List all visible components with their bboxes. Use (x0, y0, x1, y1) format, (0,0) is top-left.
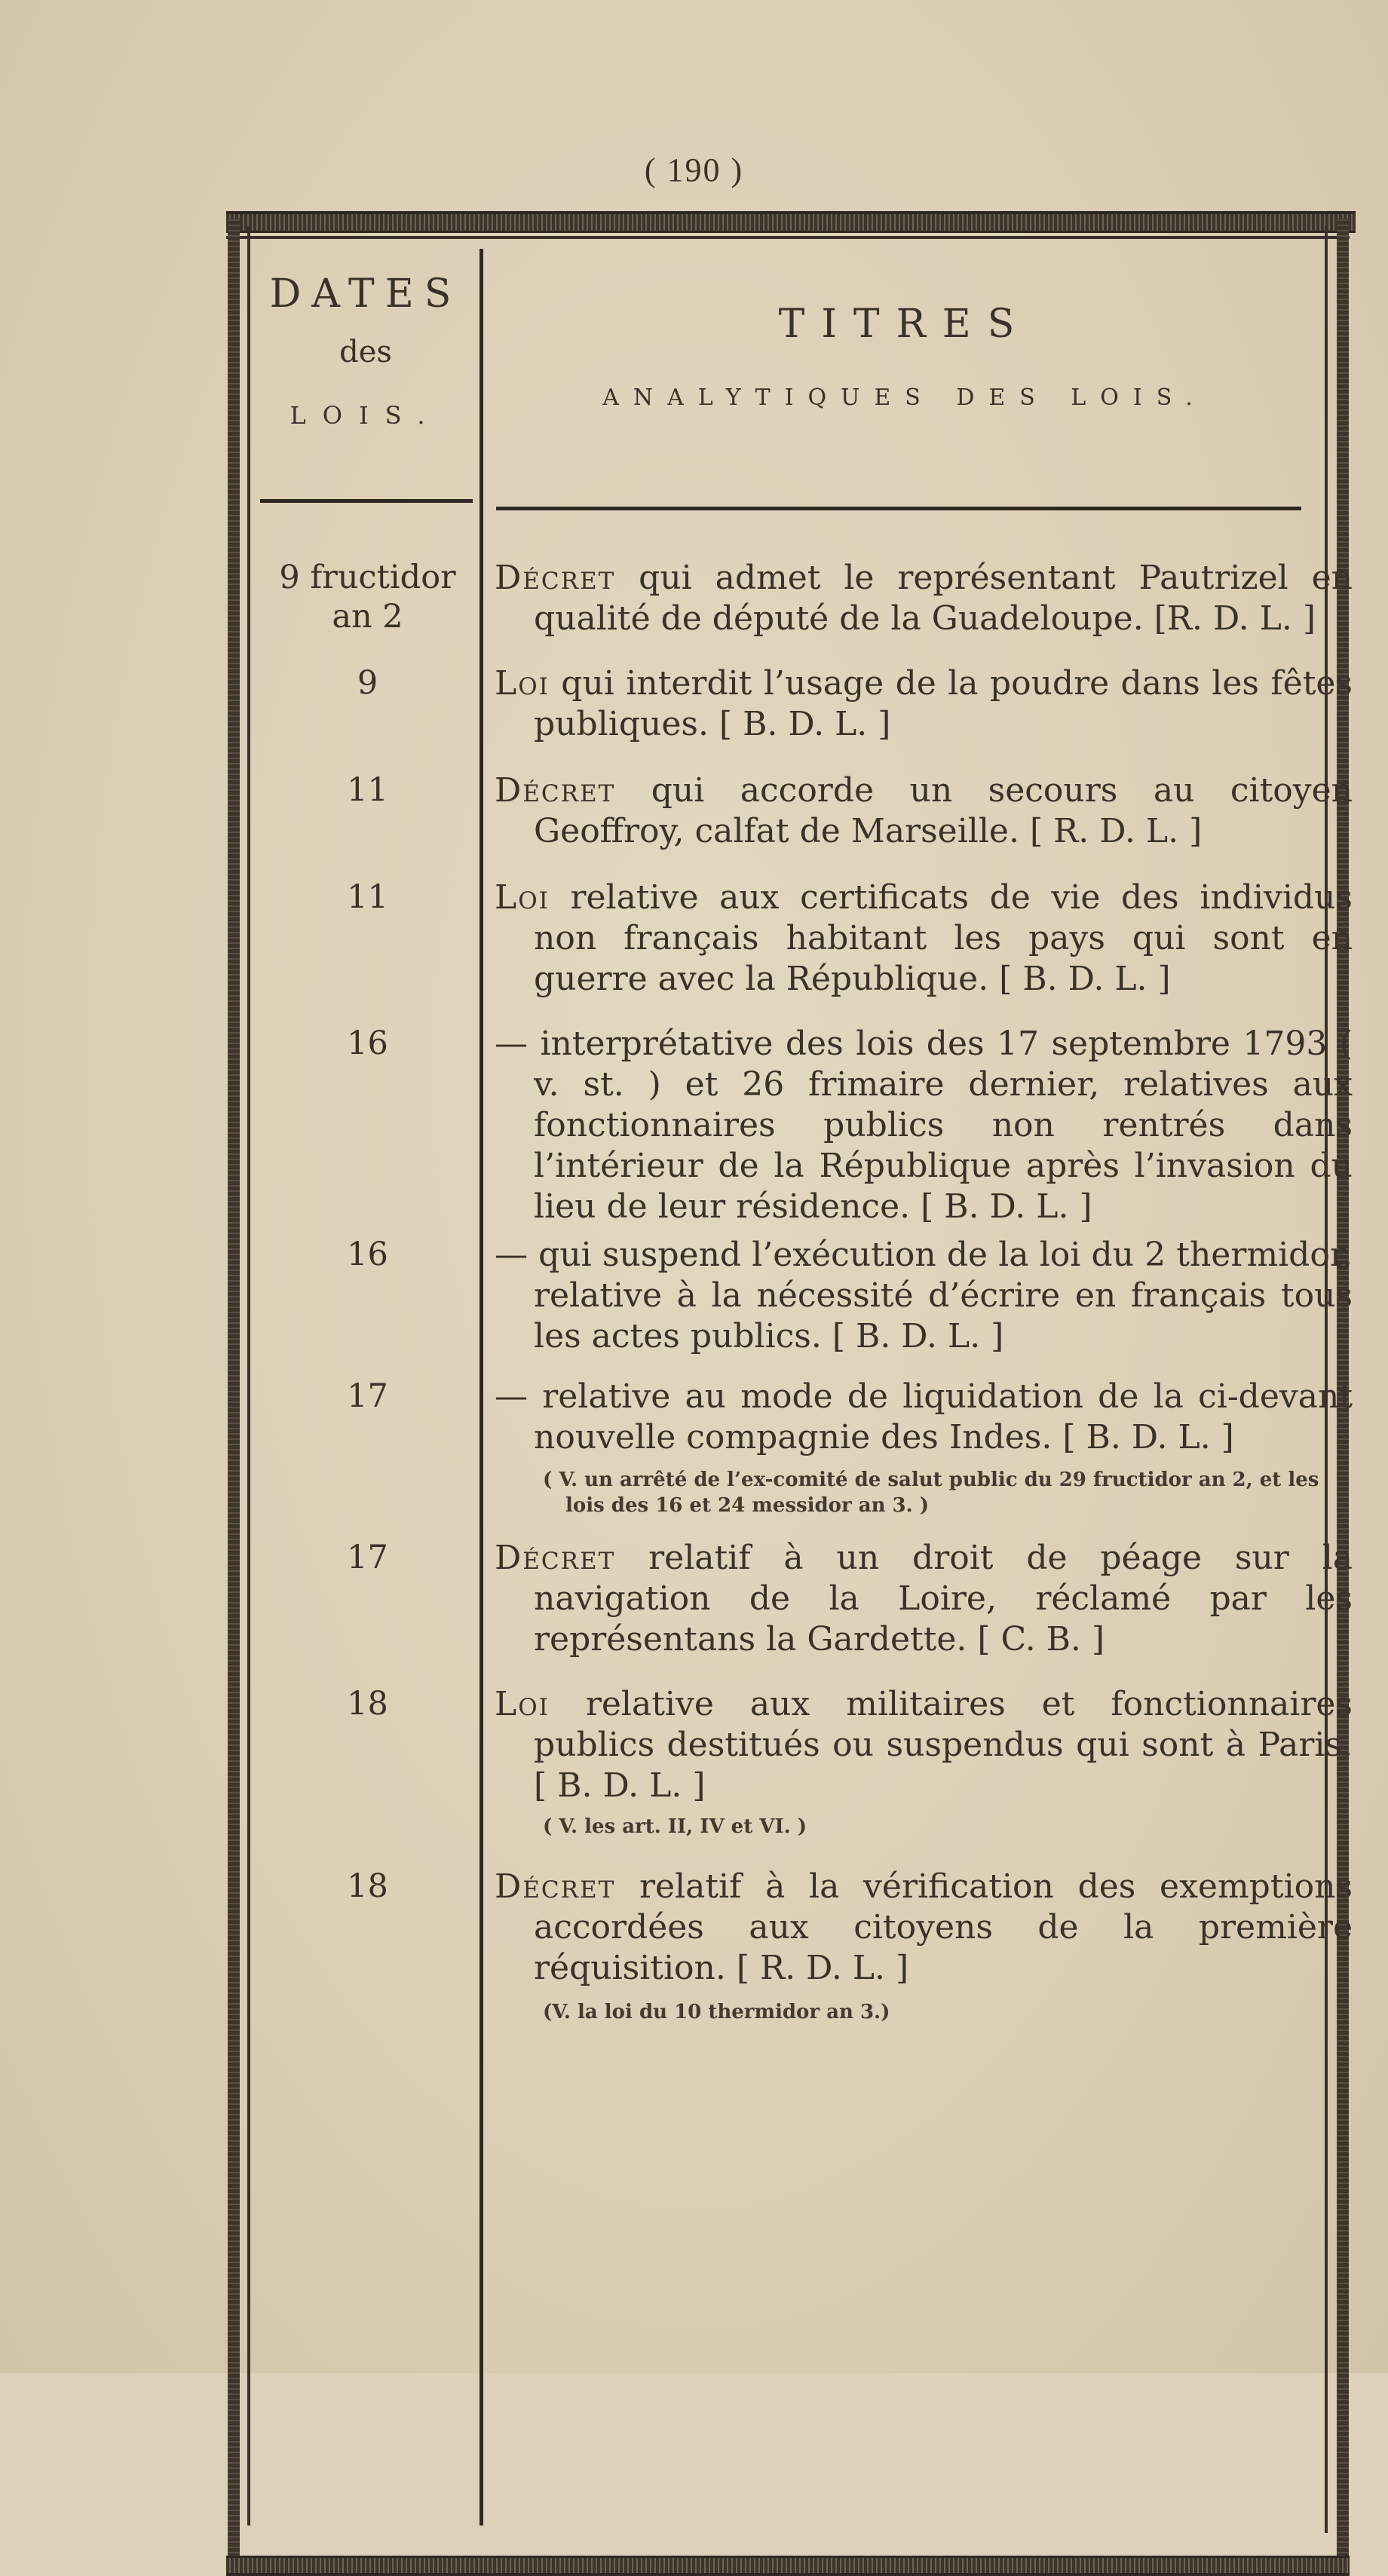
entry-date: 9 (357, 664, 378, 702)
table-frame-left-border (228, 219, 240, 2568)
entry-title (495, 1867, 1353, 1989)
column-divider (480, 249, 483, 2525)
dates-header-line2: des (339, 335, 392, 369)
entry-title (495, 1235, 1353, 1357)
entry-date: 11 (347, 771, 388, 809)
titles-header-line1: TITRES (778, 302, 1031, 347)
entry-text: relative aux militaires et fonctionnaires publics destitués ou suspendus qui sont à Paris. [ B. D. L. ] (534, 1685, 1353, 1805)
entry-keyword: Décret (495, 1539, 616, 1577)
dates-header-line3: LOIS. (290, 401, 442, 430)
entry-title (495, 1538, 1353, 1660)
titles-header-rule (496, 507, 1301, 510)
entry-date: 17 (347, 1539, 388, 1576)
titles-header-line2: ANALYTIQUES DES LOIS. (602, 384, 1207, 411)
entry-text: — relative au mode de liquidation de la ci-devant nouvelle compagnie des Indes. [ B. D. L. ] (495, 1377, 1353, 1456)
entry-keyword: Décret (495, 1867, 616, 1906)
table-frame-left-rule (247, 226, 250, 2525)
entry-text: qui admet le représentant Pautrizel en qualité de député de la Guadeloupe. [R. D. L. ] (534, 559, 1353, 638)
entry-date: 16 (347, 1236, 388, 1273)
entry-date: 16 (347, 1025, 388, 1062)
entry-keyword: Décret (495, 559, 616, 597)
entry-cross-reference: ( V. un arrêté de l’ex-comité de salut public du 29 fructidor an 2, et les lois des 16 et 24 messidor an 3. ) (543, 1469, 1319, 1517)
entry-text: relatif à un droit de péage sur la navigation de la Loire, réclamé par les représentans la Gardette. [ C. B. ] (534, 1539, 1353, 1659)
entry-title (495, 1377, 1353, 1458)
table-frame-top-border (226, 211, 1356, 233)
entry-title (495, 558, 1353, 639)
entry-date: 18 (347, 1685, 388, 1723)
entry-text: — qui suspend l’exécution de la loi du 2 thermidor, relative à la nécessité d’écrire en français tous les actes publics. [ B. D. L. ] (495, 1236, 1353, 1355)
titles-column-header (490, 302, 1319, 411)
entry-keyword: Décret (495, 771, 616, 810)
dates-header-line1: DATES (269, 271, 462, 317)
table-frame-bottom-border (226, 2556, 1350, 2576)
entry-text: qui accorde un secours au citoyen Geoffroy, calfat de Marseille. [ R. D. L. ] (534, 771, 1353, 850)
entry-title (495, 663, 1353, 745)
entry-date: 17 (347, 1377, 388, 1415)
entry-title (495, 1024, 1353, 1227)
entry-keyword: Loi (495, 1685, 550, 1723)
entry-title (495, 878, 1353, 1000)
entry-title (495, 770, 1353, 852)
table-frame-top-rule (226, 236, 1350, 239)
entry-date: 9 fructidor an 2 (279, 559, 456, 636)
page-number: ( 190 ) (644, 152, 744, 188)
dates-header-rule (260, 499, 473, 503)
entry-date: 18 (347, 1867, 388, 1905)
entry-keyword: Loi (495, 878, 550, 917)
entry-date: 11 (347, 878, 388, 916)
entry-cross-reference: (V. la loi du 10 thermidor an 3.) (543, 2001, 890, 2023)
entry-text: qui interdit l’usage de la poudre dans les fêtes publiques. [ B. D. L. ] (534, 664, 1353, 743)
entry-text: relative aux certificats de vie des individus non français habitant les pays qui sont en guerre avec la République. [ B. D. L. ] (534, 878, 1353, 998)
entry-title (495, 1684, 1353, 1806)
entry-cross-reference: ( V. les art. II, IV et VI. ) (543, 1815, 807, 1838)
entry-text: — interprétative des lois des 17 septembre 1793 ( v. st. ) et 26 frimaire dernier, relatives aux fonctionnaires publics non rentrés dans l’intérieur de la République après l’invasion du lieu de leur résidence. [ B. D. L. ] (495, 1025, 1353, 1226)
dates-column-header (256, 271, 475, 430)
entry-text: relatif à la vérification des exemptions accordées aux citoyens de la première réquisition. [ R. D. L. ] (534, 1867, 1353, 1987)
entry-keyword: Loi (495, 664, 550, 703)
